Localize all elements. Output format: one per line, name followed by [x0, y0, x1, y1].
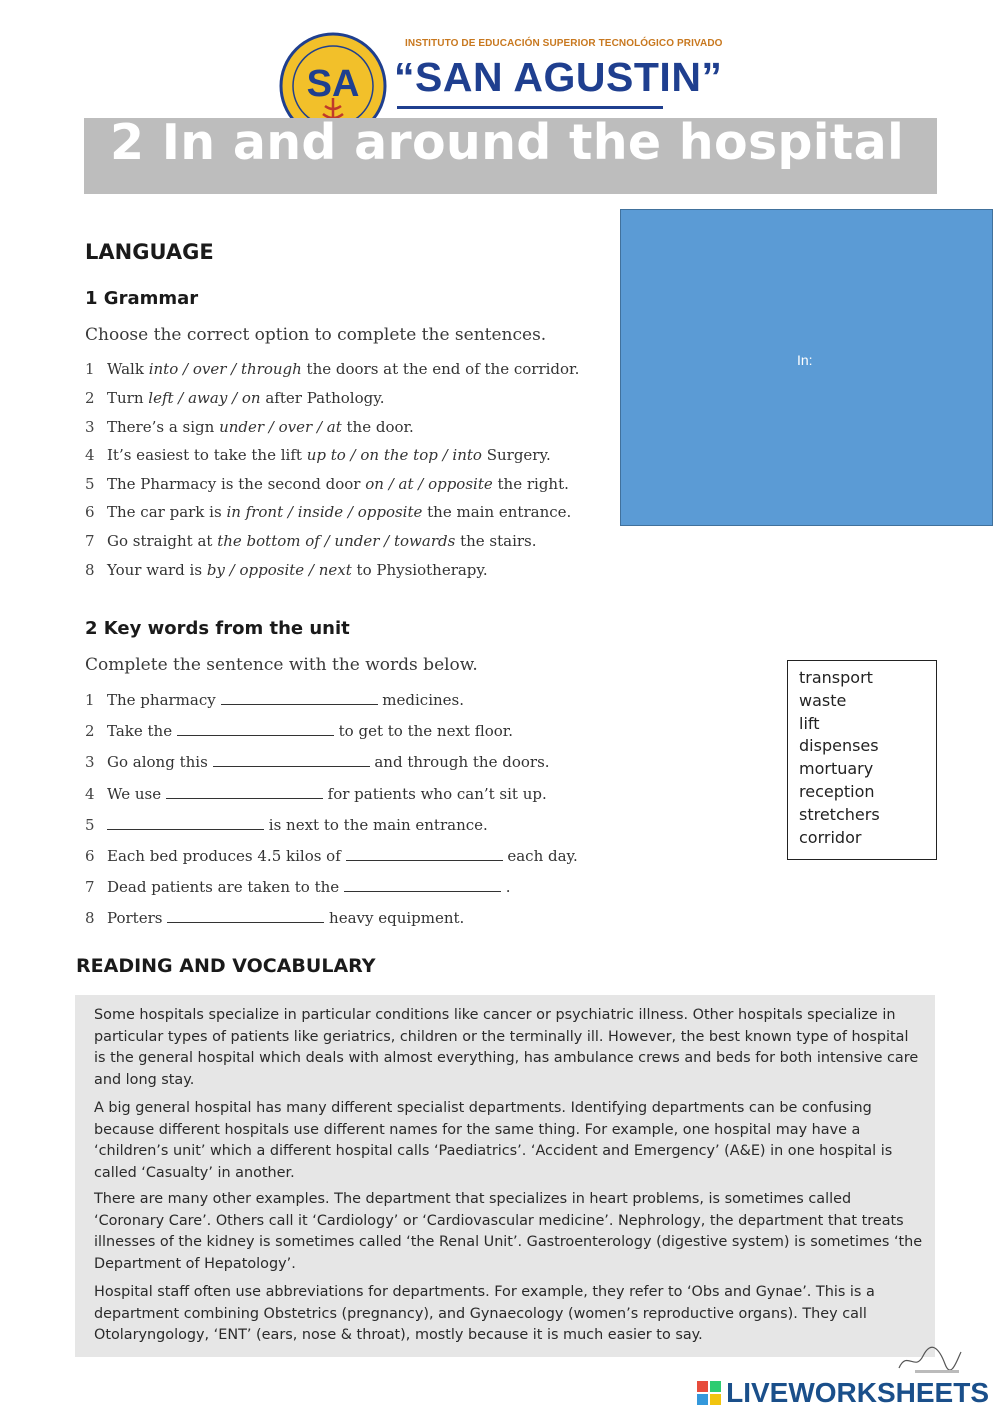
liveworksheets-logo-icon — [697, 1381, 721, 1405]
grammar-options[interactable]: left / away / on — [148, 389, 261, 407]
grammar-item: 7 Go straight at the bottom of / under / towards the stairs. — [85, 532, 537, 550]
answer-blank[interactable] — [213, 755, 370, 767]
grammar-options[interactable]: in front / inside / opposite — [226, 503, 423, 521]
liveworksheets-brand: LIVEWORKSHEETS — [726, 1377, 990, 1408]
word-bank-item: waste — [799, 690, 847, 710]
key-word-item: 6 Each bed produces 4.5 kilos of each day. — [85, 847, 578, 865]
grammar-item: 6 The car park is in front / inside / opposite the main entrance. — [85, 503, 572, 521]
institute-name: “SAN AGUSTIN” — [394, 54, 723, 100]
key-word-item: 2 Take the to get to the next floor. — [85, 722, 514, 740]
grammar-options[interactable]: on / at / opposite — [365, 475, 493, 493]
key-word-item: 8 Porters heavy equipment. — [85, 909, 465, 927]
grammar-item: 8 Your ward is by / opposite / next to Physiotherapy. — [85, 561, 488, 579]
answer-blank[interactable] — [177, 724, 334, 736]
grammar-instruction: Choose the correct option to complete the sentences. — [85, 325, 547, 345]
word-bank-item: transport — [799, 668, 873, 687]
reading-paragraph: Some hospitals specialize in particular conditions like cancer or psychiatric illness. Other hospitals specialize in particular types of patients like geriatrics, children or the terminally ill. However, the best known type of hospital is the general hospital which deals with almost everything, has ambulance crews and beds for both intensive care and long stay. — [94, 1007, 919, 1088]
key-word-item: 5 is next to the main entrance. — [85, 816, 488, 834]
grammar-options[interactable]: into / over / through — [148, 360, 302, 378]
grammar-options[interactable]: the bottom of / under / towards — [217, 532, 456, 550]
key-word-item: 3 Go along this and through the doors. — [85, 753, 550, 771]
word-bank-list — [799, 667, 880, 849]
signature-stamp-icon — [895, 1342, 965, 1378]
grammar-item: 3 There’s a sign under / over / at the door. — [85, 418, 414, 436]
language-heading: LANGUAGE — [85, 240, 214, 264]
page-title: 2 In and around the hospital — [110, 114, 905, 171]
key-word-item: 7 Dead patients are taken to the . — [85, 878, 511, 896]
grammar-options[interactable]: up to / on the top / into — [306, 446, 482, 464]
answer-blank[interactable] — [167, 911, 324, 923]
reading-paragraph: Hospital staff often use abbreviations for departments. For example, they refer to ‘Obs and Gynae’. This is a department combining Obstetrics (pregnancy), and Gynaecology (women’s reproductive organs). They call Otolaryngology, ‘ENT’ (ears, nose & throat), mostly because it is much easier to say. — [94, 1284, 875, 1344]
key-words-instruction: Complete the sentence with the words below. — [85, 655, 478, 675]
grammar-item: 2 Turn left / away / on after Pathology. — [85, 389, 385, 407]
grammar-heading: 1 Grammar — [85, 288, 199, 309]
answer-blank[interactable] — [166, 787, 323, 799]
word-bank-item: corridor — [799, 827, 862, 847]
institute-name-underline — [397, 106, 663, 109]
answer-blank[interactable] — [221, 693, 378, 705]
reading-heading: READING AND VOCABULARY — [76, 955, 376, 977]
reading-paragraph: There are many other examples. The department that specializes in heart problems, is sometimes called ‘Coronary Care’. Others call it ‘Cardiology’ or ‘Cardiovascular medicine’. Nephrology, the department that treats illnesses of the kidney is sometimes called ‘the Renal Unit’. Gastroenterology (digestive system) is sometimes ‘the Department of Hepatology’. — [94, 1191, 923, 1272]
institute-type: INSTITUTO DE EDUCACIÓN SUPERIOR TECNOLÓGICO PRIVADO — [405, 38, 723, 49]
grammar-item: 5 The Pharmacy is the second door on / at / opposite the right. — [85, 475, 569, 493]
key-word-item: 1 The pharmacy medicines. — [85, 691, 464, 709]
grammar-options[interactable]: under / over / at — [219, 418, 342, 436]
reading-paragraph: A big general hospital has many different specialist departments. Identifying departments can be confusing because different hospitals use different names for the same thing. For example, one hospital may have a ‘children’s unit’ which a different hospital calls ‘Paediatrics’. ‘Accident and Emergency’ (A&E) in one hospital is called ‘Casualty’ in another. — [94, 1100, 893, 1181]
word-bank-item: lift — [799, 713, 820, 733]
grammar-item: 1 Walk into / over / through the doors at the end of the corridor. — [85, 360, 580, 378]
liveworksheets-logo[interactable] — [697, 1377, 989, 1407]
logo-text: SA — [306, 63, 360, 105]
word-bank-item: reception — [799, 781, 875, 801]
blue-box-label: In: — [797, 352, 813, 368]
answer-blank[interactable] — [107, 818, 264, 830]
key-words-heading: 2 Key words from the unit — [85, 618, 350, 639]
answer-blank[interactable] — [344, 880, 501, 892]
answer-blank[interactable] — [346, 849, 503, 861]
grammar-options[interactable]: by / opposite / next — [206, 561, 352, 579]
key-word-item: 4 We use for patients who can’t sit up. — [85, 785, 547, 803]
grammar-item: 4 It’s easiest to take the lift up to / on the top / into Surgery. — [85, 446, 551, 464]
word-bank-item: stretchers — [799, 804, 880, 824]
word-bank-item: mortuary — [799, 759, 874, 779]
word-bank-item: dispenses — [799, 736, 879, 756]
